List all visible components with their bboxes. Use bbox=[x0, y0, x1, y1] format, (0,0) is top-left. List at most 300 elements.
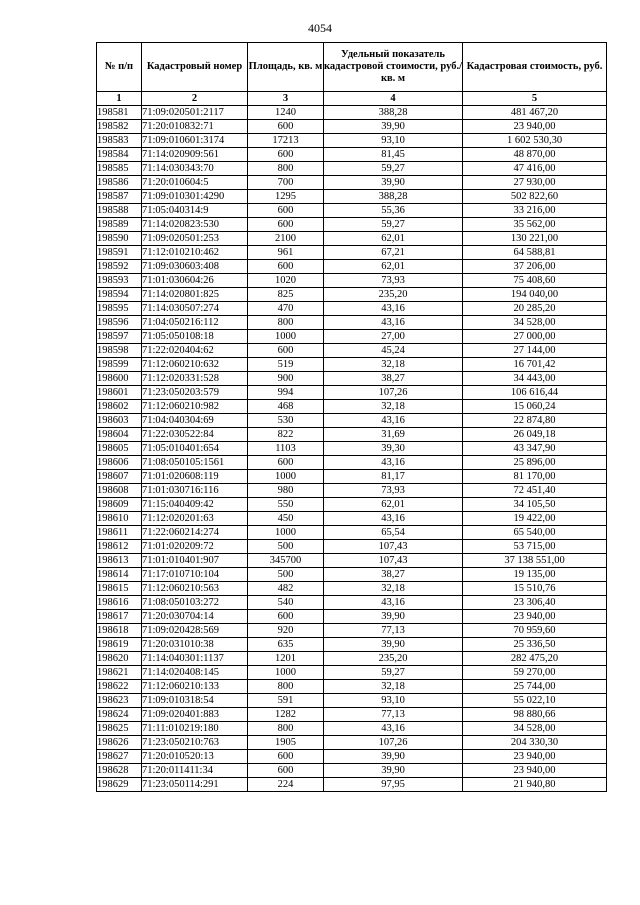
row-number-cell: 198596 bbox=[97, 316, 142, 330]
cadastral-value-cell: 53 715,00 bbox=[463, 540, 607, 554]
table-row bbox=[97, 652, 607, 666]
table-row bbox=[97, 638, 607, 652]
cadastral-number-cell: 71:04:050216:112 bbox=[142, 316, 248, 330]
cadastral-number-cell: 71:23:050203:579 bbox=[142, 386, 248, 400]
cadastral-number-cell: 71:09:020401:883 bbox=[142, 708, 248, 722]
row-number-cell: 198628 bbox=[97, 764, 142, 778]
area-cell: 994 bbox=[248, 386, 324, 400]
cadastral-value-cell: 130 221,00 bbox=[463, 232, 607, 246]
unit-value-cell: 39,90 bbox=[324, 610, 463, 624]
cadastral-number-cell: 71:09:030603:408 bbox=[142, 260, 248, 274]
column-header-area: Площадь, кв. м bbox=[248, 43, 324, 92]
cadastral-number-cell: 71:11:010219:180 bbox=[142, 722, 248, 736]
unit-value-cell: 32,18 bbox=[324, 680, 463, 694]
area-cell: 1295 bbox=[248, 190, 324, 204]
row-number-cell: 198622 bbox=[97, 680, 142, 694]
table-row bbox=[97, 456, 607, 470]
cadastral-value-cell: 72 451,40 bbox=[463, 484, 607, 498]
table-row bbox=[97, 106, 607, 120]
unit-value-cell: 77,13 bbox=[324, 624, 463, 638]
unit-value-cell: 38,27 bbox=[324, 372, 463, 386]
table-row bbox=[97, 400, 607, 414]
cadastral-number-cell: 71:09:010318:54 bbox=[142, 694, 248, 708]
area-cell: 1020 bbox=[248, 274, 324, 288]
area-cell: 2100 bbox=[248, 232, 324, 246]
cadastral-number-cell: 71:20:010832:71 bbox=[142, 120, 248, 134]
unit-value-cell: 43,16 bbox=[324, 302, 463, 316]
cadastral-number-cell: 71:09:010601:3174 bbox=[142, 134, 248, 148]
table-row bbox=[97, 764, 607, 778]
unit-value-cell: 81,17 bbox=[324, 470, 463, 484]
table-row bbox=[97, 134, 607, 148]
cadastral-number-cell: 71:01:010401:907 bbox=[142, 554, 248, 568]
cadastral-number-cell: 71:08:050105:1561 bbox=[142, 456, 248, 470]
column-index: 3 bbox=[248, 92, 324, 106]
table-row bbox=[97, 190, 607, 204]
unit-value-cell: 107,43 bbox=[324, 540, 463, 554]
table-row bbox=[97, 568, 607, 582]
unit-value-cell: 93,10 bbox=[324, 694, 463, 708]
cadastral-value-cell: 204 330,30 bbox=[463, 736, 607, 750]
unit-value-cell: 65,54 bbox=[324, 526, 463, 540]
row-number-cell: 198606 bbox=[97, 456, 142, 470]
cadastral-value-cell: 22 874,80 bbox=[463, 414, 607, 428]
cadastral-number-cell: 71:22:060214:274 bbox=[142, 526, 248, 540]
cadastral-number-cell: 71:14:030343:70 bbox=[142, 162, 248, 176]
row-number-cell: 198589 bbox=[97, 218, 142, 232]
row-number-cell: 198585 bbox=[97, 162, 142, 176]
cadastral-number-cell: 71:23:050114:291 bbox=[142, 778, 248, 792]
cadastral-value-cell: 98 880,66 bbox=[463, 708, 607, 722]
row-number-cell: 198600 bbox=[97, 372, 142, 386]
cadastral-number-cell: 71:15:040409:42 bbox=[142, 498, 248, 512]
table-row bbox=[97, 484, 607, 498]
row-number-cell: 198594 bbox=[97, 288, 142, 302]
cadastral-number-cell: 71:01:030604:26 bbox=[142, 274, 248, 288]
area-cell: 1240 bbox=[248, 106, 324, 120]
table-row bbox=[97, 330, 607, 344]
row-number-cell: 198590 bbox=[97, 232, 142, 246]
table-row bbox=[97, 624, 607, 638]
cadastral-value-cell: 15 510,76 bbox=[463, 582, 607, 596]
table-row bbox=[97, 526, 607, 540]
table-row bbox=[97, 386, 607, 400]
row-number-cell: 198620 bbox=[97, 652, 142, 666]
area-cell: 450 bbox=[248, 512, 324, 526]
row-number-cell: 198627 bbox=[97, 750, 142, 764]
table-row bbox=[97, 778, 607, 792]
cadastral-number-cell: 71:14:020408:145 bbox=[142, 666, 248, 680]
cadastral-number-cell: 71:14:020801:825 bbox=[142, 288, 248, 302]
cadastral-value-cell: 75 408,60 bbox=[463, 274, 607, 288]
cadastral-value-cell: 47 416,00 bbox=[463, 162, 607, 176]
cadastral-value-cell: 37 206,00 bbox=[463, 260, 607, 274]
cadastral-value-cell: 282 475,20 bbox=[463, 652, 607, 666]
column-index: 1 bbox=[97, 92, 142, 106]
cadastral-value-cell: 34 528,00 bbox=[463, 316, 607, 330]
cadastral-value-cell: 25 896,00 bbox=[463, 456, 607, 470]
column-index-row bbox=[97, 92, 607, 106]
cadastral-number-cell: 71:01:020209:72 bbox=[142, 540, 248, 554]
cadastral-number-cell: 71:01:020608:119 bbox=[142, 470, 248, 484]
cadastral-value-cell: 25 336,50 bbox=[463, 638, 607, 652]
area-cell: 825 bbox=[248, 288, 324, 302]
cadastral-number-cell: 71:09:010301:4290 bbox=[142, 190, 248, 204]
area-cell: 600 bbox=[248, 456, 324, 470]
unit-value-cell: 39,90 bbox=[324, 638, 463, 652]
column-header-number: № п/п bbox=[97, 43, 142, 92]
table-row bbox=[97, 722, 607, 736]
cadastral-number-cell: 71:14:020823:530 bbox=[142, 218, 248, 232]
table-row bbox=[97, 428, 607, 442]
table-row bbox=[97, 218, 607, 232]
unit-value-cell: 107,43 bbox=[324, 554, 463, 568]
area-cell: 800 bbox=[248, 316, 324, 330]
cadastral-value-cell: 34 528,00 bbox=[463, 722, 607, 736]
cadastral-number-cell: 71:20:031010:38 bbox=[142, 638, 248, 652]
column-index: 2 bbox=[142, 92, 248, 106]
cadastral-value-cell: 48 870,00 bbox=[463, 148, 607, 162]
area-cell: 980 bbox=[248, 484, 324, 498]
cadastral-number-cell: 71:09:020501:253 bbox=[142, 232, 248, 246]
cadastral-value-table bbox=[96, 42, 607, 792]
cadastral-value-cell: 502 822,60 bbox=[463, 190, 607, 204]
unit-value-cell: 107,26 bbox=[324, 386, 463, 400]
table-row bbox=[97, 120, 607, 134]
cadastral-number-cell: 71:20:010604:5 bbox=[142, 176, 248, 190]
unit-value-cell: 93,10 bbox=[324, 134, 463, 148]
cadastral-number-cell: 71:12:060210:133 bbox=[142, 680, 248, 694]
row-number-cell: 198615 bbox=[97, 582, 142, 596]
unit-value-cell: 62,01 bbox=[324, 260, 463, 274]
row-number-cell: 198591 bbox=[97, 246, 142, 260]
unit-value-cell: 38,27 bbox=[324, 568, 463, 582]
table-row bbox=[97, 708, 607, 722]
area-cell: 1000 bbox=[248, 666, 324, 680]
row-number-cell: 198605 bbox=[97, 442, 142, 456]
area-cell: 600 bbox=[248, 610, 324, 624]
area-cell: 1103 bbox=[248, 442, 324, 456]
table-row bbox=[97, 498, 607, 512]
area-cell: 540 bbox=[248, 596, 324, 610]
table-row bbox=[97, 316, 607, 330]
table-row bbox=[97, 694, 607, 708]
unit-value-cell: 62,01 bbox=[324, 232, 463, 246]
area-cell: 530 bbox=[248, 414, 324, 428]
unit-value-cell: 39,90 bbox=[324, 120, 463, 134]
row-number-cell: 198598 bbox=[97, 344, 142, 358]
table-row bbox=[97, 358, 607, 372]
unit-value-cell: 32,18 bbox=[324, 582, 463, 596]
area-cell: 635 bbox=[248, 638, 324, 652]
row-number-cell: 198617 bbox=[97, 610, 142, 624]
cadastral-value-cell: 27 930,00 bbox=[463, 176, 607, 190]
table-row bbox=[97, 442, 607, 456]
cadastral-number-cell: 71:08:050103:272 bbox=[142, 596, 248, 610]
cadastral-value-cell: 35 562,00 bbox=[463, 218, 607, 232]
table-row bbox=[97, 666, 607, 680]
table-row bbox=[97, 372, 607, 386]
cadastral-number-cell: 71:12:020331:528 bbox=[142, 372, 248, 386]
area-cell: 1201 bbox=[248, 652, 324, 666]
table-row bbox=[97, 344, 607, 358]
cadastral-number-cell: 71:09:020501:2117 bbox=[142, 106, 248, 120]
cadastral-number-cell: 71:05:010401:654 bbox=[142, 442, 248, 456]
row-number-cell: 198595 bbox=[97, 302, 142, 316]
unit-value-cell: 43,16 bbox=[324, 512, 463, 526]
row-number-cell: 198609 bbox=[97, 498, 142, 512]
area-cell: 600 bbox=[248, 750, 324, 764]
row-number-cell: 198625 bbox=[97, 722, 142, 736]
unit-value-cell: 45,24 bbox=[324, 344, 463, 358]
unit-value-cell: 32,18 bbox=[324, 400, 463, 414]
cadastral-value-cell: 70 959,60 bbox=[463, 624, 607, 638]
cadastral-number-cell: 71:20:030704:14 bbox=[142, 610, 248, 624]
cadastral-value-cell: 481 467,20 bbox=[463, 106, 607, 120]
cadastral-value-cell: 55 022,10 bbox=[463, 694, 607, 708]
table-row bbox=[97, 750, 607, 764]
cadastral-value-cell: 23 940,00 bbox=[463, 610, 607, 624]
unit-value-cell: 62,01 bbox=[324, 498, 463, 512]
table-header-row bbox=[97, 43, 607, 92]
row-number-cell: 198601 bbox=[97, 386, 142, 400]
area-cell: 470 bbox=[248, 302, 324, 316]
row-number-cell: 198613 bbox=[97, 554, 142, 568]
cadastral-number-cell: 71:12:060210:982 bbox=[142, 400, 248, 414]
area-cell: 224 bbox=[248, 778, 324, 792]
cadastral-value-cell: 23 940,00 bbox=[463, 764, 607, 778]
area-cell: 591 bbox=[248, 694, 324, 708]
column-header-cadastral-value: Кадастровая стоимость, руб. bbox=[463, 43, 607, 92]
row-number-cell: 198611 bbox=[97, 526, 142, 540]
cadastral-number-cell: 71:01:030716:116 bbox=[142, 484, 248, 498]
row-number-cell: 198602 bbox=[97, 400, 142, 414]
row-number-cell: 198619 bbox=[97, 638, 142, 652]
table-row bbox=[97, 204, 607, 218]
cadastral-value-cell: 16 701,42 bbox=[463, 358, 607, 372]
table-row bbox=[97, 736, 607, 750]
unit-value-cell: 107,26 bbox=[324, 736, 463, 750]
unit-value-cell: 59,27 bbox=[324, 162, 463, 176]
unit-value-cell: 39,90 bbox=[324, 176, 463, 190]
unit-value-cell: 43,16 bbox=[324, 316, 463, 330]
unit-value-cell: 32,18 bbox=[324, 358, 463, 372]
cadastral-number-cell: 71:14:020909:561 bbox=[142, 148, 248, 162]
cadastral-number-cell: 71:09:020428:569 bbox=[142, 624, 248, 638]
cadastral-number-cell: 71:20:010520:13 bbox=[142, 750, 248, 764]
unit-value-cell: 27,00 bbox=[324, 330, 463, 344]
column-index: 4 bbox=[324, 92, 463, 106]
row-number-cell: 198621 bbox=[97, 666, 142, 680]
area-cell: 600 bbox=[248, 260, 324, 274]
area-cell: 600 bbox=[248, 148, 324, 162]
table-row bbox=[97, 288, 607, 302]
row-number-cell: 198597 bbox=[97, 330, 142, 344]
column-header-cadastral-number: Кадастровый номер bbox=[142, 43, 248, 92]
cadastral-number-cell: 71:12:020201:63 bbox=[142, 512, 248, 526]
row-number-cell: 198608 bbox=[97, 484, 142, 498]
cadastral-number-cell: 71:12:010210:462 bbox=[142, 246, 248, 260]
area-cell: 800 bbox=[248, 680, 324, 694]
unit-value-cell: 31,69 bbox=[324, 428, 463, 442]
row-number-cell: 198612 bbox=[97, 540, 142, 554]
table-row bbox=[97, 554, 607, 568]
area-cell: 800 bbox=[248, 722, 324, 736]
row-number-cell: 198604 bbox=[97, 428, 142, 442]
cadastral-value-cell: 43 347,90 bbox=[463, 442, 607, 456]
table-row bbox=[97, 470, 607, 484]
cadastral-value-cell: 65 540,00 bbox=[463, 526, 607, 540]
unit-value-cell: 39,90 bbox=[324, 750, 463, 764]
unit-value-cell: 39,90 bbox=[324, 764, 463, 778]
cadastral-value-cell: 20 285,20 bbox=[463, 302, 607, 316]
row-number-cell: 198616 bbox=[97, 596, 142, 610]
row-number-cell: 198607 bbox=[97, 470, 142, 484]
cadastral-number-cell: 71:12:060210:563 bbox=[142, 582, 248, 596]
row-number-cell: 198624 bbox=[97, 708, 142, 722]
cadastral-value-cell: 25 744,00 bbox=[463, 680, 607, 694]
cadastral-number-cell: 71:22:030522:84 bbox=[142, 428, 248, 442]
cadastral-value-cell: 1 602 530,30 bbox=[463, 134, 607, 148]
row-number-cell: 198586 bbox=[97, 176, 142, 190]
cadastral-number-cell: 71:04:040304:69 bbox=[142, 414, 248, 428]
unit-value-cell: 81,45 bbox=[324, 148, 463, 162]
area-cell: 345700 bbox=[248, 554, 324, 568]
unit-value-cell: 388,28 bbox=[324, 190, 463, 204]
table-row bbox=[97, 176, 607, 190]
cadastral-number-cell: 71:17:010710:104 bbox=[142, 568, 248, 582]
area-cell: 1282 bbox=[248, 708, 324, 722]
cadastral-value-cell: 106 616,44 bbox=[463, 386, 607, 400]
cadastral-number-cell: 71:14:030507:274 bbox=[142, 302, 248, 316]
cadastral-number-cell: 71:14:040301:1137 bbox=[142, 652, 248, 666]
unit-value-cell: 67,21 bbox=[324, 246, 463, 260]
cadastral-value-cell: 59 270,00 bbox=[463, 666, 607, 680]
area-cell: 700 bbox=[248, 176, 324, 190]
unit-value-cell: 97,95 bbox=[324, 778, 463, 792]
cadastral-value-cell: 27 144,00 bbox=[463, 344, 607, 358]
area-cell: 900 bbox=[248, 372, 324, 386]
row-number-cell: 198584 bbox=[97, 148, 142, 162]
column-index: 5 bbox=[463, 92, 607, 106]
table-row bbox=[97, 596, 607, 610]
area-cell: 468 bbox=[248, 400, 324, 414]
cadastral-value-cell: 23 940,00 bbox=[463, 750, 607, 764]
cadastral-value-cell: 27 000,00 bbox=[463, 330, 607, 344]
table-row bbox=[97, 582, 607, 596]
cadastral-value-cell: 23 306,40 bbox=[463, 596, 607, 610]
row-number-cell: 198588 bbox=[97, 204, 142, 218]
cadastral-value-cell: 34 443,00 bbox=[463, 372, 607, 386]
row-number-cell: 198581 bbox=[97, 106, 142, 120]
row-number-cell: 198618 bbox=[97, 624, 142, 638]
cadastral-value-cell: 37 138 551,00 bbox=[463, 554, 607, 568]
area-cell: 600 bbox=[248, 120, 324, 134]
unit-value-cell: 55,36 bbox=[324, 204, 463, 218]
area-cell: 500 bbox=[248, 568, 324, 582]
row-number-cell: 198623 bbox=[97, 694, 142, 708]
area-cell: 600 bbox=[248, 344, 324, 358]
table-row bbox=[97, 414, 607, 428]
unit-value-cell: 235,20 bbox=[324, 652, 463, 666]
cadastral-value-cell: 21 940,80 bbox=[463, 778, 607, 792]
unit-value-cell: 59,27 bbox=[324, 666, 463, 680]
cadastral-value-cell: 19 422,00 bbox=[463, 512, 607, 526]
unit-value-cell: 235,20 bbox=[324, 288, 463, 302]
table-row bbox=[97, 610, 607, 624]
table-row bbox=[97, 512, 607, 526]
table-row bbox=[97, 246, 607, 260]
unit-value-cell: 43,16 bbox=[324, 456, 463, 470]
area-cell: 500 bbox=[248, 540, 324, 554]
area-cell: 600 bbox=[248, 218, 324, 232]
unit-value-cell: 39,30 bbox=[324, 442, 463, 456]
area-cell: 800 bbox=[248, 162, 324, 176]
row-number-cell: 198593 bbox=[97, 274, 142, 288]
table-row bbox=[97, 274, 607, 288]
cadastral-number-cell: 71:23:050210:763 bbox=[142, 736, 248, 750]
unit-value-cell: 43,16 bbox=[324, 414, 463, 428]
row-number-cell: 198582 bbox=[97, 120, 142, 134]
row-number-cell: 198614 bbox=[97, 568, 142, 582]
table-row bbox=[97, 232, 607, 246]
unit-value-cell: 43,16 bbox=[324, 596, 463, 610]
table-row bbox=[97, 260, 607, 274]
unit-value-cell: 43,16 bbox=[324, 722, 463, 736]
area-cell: 482 bbox=[248, 582, 324, 596]
unit-value-cell: 59,27 bbox=[324, 218, 463, 232]
unit-value-cell: 73,93 bbox=[324, 484, 463, 498]
row-number-cell: 198583 bbox=[97, 134, 142, 148]
cadastral-value-cell: 194 040,00 bbox=[463, 288, 607, 302]
area-cell: 600 bbox=[248, 764, 324, 778]
row-number-cell: 198629 bbox=[97, 778, 142, 792]
cadastral-value-cell: 64 588,81 bbox=[463, 246, 607, 260]
row-number-cell: 198599 bbox=[97, 358, 142, 372]
table-body bbox=[97, 106, 607, 792]
area-cell: 961 bbox=[248, 246, 324, 260]
row-number-cell: 198587 bbox=[97, 190, 142, 204]
page-number: 4054 bbox=[308, 21, 332, 35]
area-cell: 1905 bbox=[248, 736, 324, 750]
cadastral-number-cell: 71:20:011411:34 bbox=[142, 764, 248, 778]
cadastral-value-cell: 26 049,18 bbox=[463, 428, 607, 442]
unit-value-cell: 77,13 bbox=[324, 708, 463, 722]
cadastral-value-cell: 19 135,00 bbox=[463, 568, 607, 582]
cadastral-value-cell: 34 105,50 bbox=[463, 498, 607, 512]
row-number-cell: 198626 bbox=[97, 736, 142, 750]
area-cell: 600 bbox=[248, 204, 324, 218]
area-cell: 1000 bbox=[248, 470, 324, 484]
table-row bbox=[97, 148, 607, 162]
area-cell: 519 bbox=[248, 358, 324, 372]
area-cell: 1000 bbox=[248, 330, 324, 344]
cadastral-value-cell: 15 060,24 bbox=[463, 400, 607, 414]
area-cell: 17213 bbox=[248, 134, 324, 148]
cadastral-value-cell: 81 170,00 bbox=[463, 470, 607, 484]
unit-value-cell: 73,93 bbox=[324, 274, 463, 288]
table-row bbox=[97, 162, 607, 176]
row-number-cell: 198592 bbox=[97, 260, 142, 274]
unit-value-cell: 388,28 bbox=[324, 106, 463, 120]
area-cell: 822 bbox=[248, 428, 324, 442]
cadastral-number-cell: 71:05:050108:18 bbox=[142, 330, 248, 344]
area-cell: 920 bbox=[248, 624, 324, 638]
cadastral-number-cell: 71:05:040314:9 bbox=[142, 204, 248, 218]
cadastral-number-cell: 71:22:020404:62 bbox=[142, 344, 248, 358]
area-cell: 550 bbox=[248, 498, 324, 512]
row-number-cell: 198603 bbox=[97, 414, 142, 428]
